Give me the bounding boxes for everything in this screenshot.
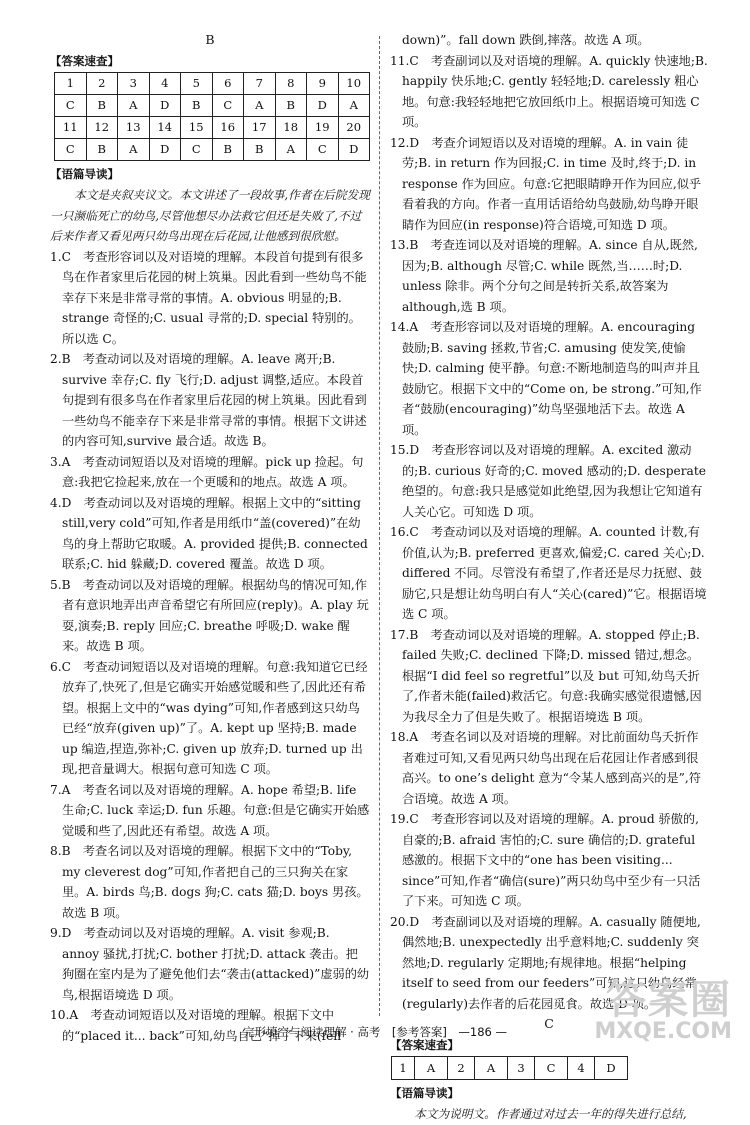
answer-cell: B (244, 139, 276, 161)
answer-cell: D (307, 95, 339, 117)
answer-explanation: 11.C 考查副词以及对语境的理解。A. quickly 快速地;B. happily 快乐地;C. gently 轻轻地;D. carelessly 粗心地。句意:我轻轻地把它放回纸巾上。根据语境可知选 C 项。 (390, 53, 708, 129)
passage-intro: 本文为说明文。作者通过对过去一年的得失进行总结, (414, 1107, 687, 1121)
answer-explanation: 4.D 考查动词以及对语境的理解。根据上文中的“sitting still,very cold”可知,作者是用纸巾“盖(covered)”在幼鸟的身上帮助它取暖。A. provided 提供;B. connected 联系;C. hid 躲藏;D. covered 覆盖。故选 D 项。 (50, 495, 368, 571)
answer-explanation: 1.C 考查形容词以及对语境的理解。本段首句提到有很多鸟在作者家里后花园的树上筑巢。因此看到一些幼鸟不能幸存下来是非常寻常的事情。A. obvious 明显的;B. strange 奇怪的;C. usual 寻常的;D. special 特别的。所以选 C。 (50, 249, 367, 346)
answer-cell: 3 (507, 1056, 535, 1080)
answer-cell: B (212, 139, 244, 161)
answer-cell: 6 (212, 73, 244, 95)
section-letter-b: B (205, 32, 215, 47)
answer-cell: D (338, 139, 370, 161)
answer-explanation-continued: down)”。fall down 跌倒,摔落。故选 A 项。 (402, 33, 650, 47)
answer-explanation: 8.B 考查名词以及对语境的理解。根据下文中的“Toby, my cleverest dog”可知,作者把自己的三只狗关在家里。A. birds 鸟;B. dogs 狗;C. cats 猫;D. boys 男孩。故选 B 项。 (50, 844, 369, 920)
answer-cell: 8 (275, 73, 307, 95)
answer-cell: 3 (118, 73, 150, 95)
answer-cell: 1 (391, 1056, 415, 1080)
answer-cell: 9 (307, 73, 339, 95)
right-column (390, 30, 708, 1125)
watermark-text: 答案圈 (606, 977, 732, 1023)
answer-cell: 17 (244, 117, 276, 139)
answer-cell: D (594, 1056, 628, 1080)
answer-cell: B (275, 95, 307, 117)
answer-cell: 4 (567, 1056, 595, 1080)
answer-table-row (55, 117, 370, 139)
answer-cell: 1 (55, 73, 87, 95)
answer-table-row (55, 139, 370, 161)
answer-explanation: 18.A 考查名词以及对语境的理解。对比前面幼鸟夭折作者难过可知,又看见两只幼鸟出现在后花园让作者感到很高兴。to one’s delight 意为“令某人感到高兴的是”,符合语境。故选 A 项。 (390, 730, 701, 806)
answer-explanation: 6.C 考查动词短语以及对语境的理解。句意:我知道它已经放弃了,快死了,但是它确实开始感觉暖和些了,因此还有希望。根据上文中的“was dying”可知,作者感到这只幼鸟已经“放弃(given up)”了。A. kept up 坚持;B. made up 编造,捏造,弥补;C. given up 放弃;D. turned up 出现,把音量调大。根据句意可知选 C 项。 (50, 659, 368, 776)
answer-cell: 16 (212, 117, 244, 139)
answer-cell: A (474, 1056, 508, 1080)
answer-row-c (392, 1056, 708, 1080)
answer-cell: 14 (149, 117, 181, 139)
answer-cell: C (212, 95, 244, 117)
answer-cell: 5 (181, 73, 213, 95)
answer-table-row (55, 73, 370, 95)
answer-quick-check-heading: 【答案速查】 (390, 1038, 459, 1052)
answer-cell: 7 (244, 73, 276, 95)
answer-cell: 12 (86, 117, 118, 139)
answer-cell: 11 (55, 117, 87, 139)
answer-explanation: 9.D 考查动词以及对语境的理解。A. visit 参观;B. annoy 骚扰,打扰;C. bother 打扰;D. attack 袭击。把狗圈在室内是为了避免他们去“袭击(attacked)”虚弱的幼鸟,根据语境选 D 项。 (50, 926, 370, 1002)
watermark-logo (594, 977, 732, 1044)
answer-cell: B (181, 95, 213, 117)
passage-intro: 本文是夹叙夹议文。本文讲述了一段故事,作者在后院发现一只濒临死亡的幼鸟,尽管他想尽办法救它但还是失败了,不过后来作者又看见两只幼鸟出现在后花园,让他感到很欣慰。 (50, 188, 370, 243)
left-column (50, 30, 370, 1046)
answer-explanation: 15.D 考查形容词以及对语境的理解。A. excited 激动的;B. curious 好奇的;C. moved 感动的;D. desperate 绝望的。句意:我只是感觉如此绝望,因为我想让它知道有人关心它。可知选 D 项。 (390, 443, 706, 519)
answer-explanation: 17.B 考查动词以及对语境的理解。A. stopped 停止;B. failed 失败;C. declined 下降;D. missed 错过,想念。根据“I did feel so regretful”以及 but 可知,幼鸟夭折了,作者未能(failed)救活它。句意:我确实感觉很遗憾,因为我尽全力了但是失败了。根据语境选 B 项。 (390, 627, 702, 724)
answer-cell: 20 (338, 117, 370, 139)
section-letter-c: C (544, 1016, 554, 1031)
answer-cell: 19 (307, 117, 339, 139)
answer-cell: C (55, 139, 87, 161)
passage-guide-heading: 【语篇导读】 (390, 1086, 459, 1100)
answer-explanation: 10.A 考查动词短语以及对语境的理解。根据下文中的“placed it... back”可知,幼鸟自己“掉了下来(fell (50, 1008, 342, 1043)
answer-cell: A (244, 95, 276, 117)
watermark-url: MXQE.COM (594, 1019, 732, 1044)
answer-cell: 18 (275, 117, 307, 139)
answer-table (54, 72, 370, 161)
answer-explanation: 2.B 考查动词以及对语境的理解。A. leave 离开;B. survive 幸存;C. fly 飞行;D. adjust 调整,适应。本段首句提到有很多鸟在作者家里后花园的树上筑巢。因此看到一些幼鸟不能幸存下来是非常寻常的事情。根据下文讲述的内容可知,survive 最合适。故选 B。 (50, 352, 367, 448)
answer-explanation: 14.A 考查形容词以及对语境的理解。A. encouraging 鼓励;B. saving 拯救,节省;C. amusing 使发笑,使愉快;D. calming 使平静。句意:不断地制造鸟的叫声并且鼓励它。根据下文中的“Come on, be strong.”可知,作者“鼓励(encouraging)”幼鸟坚强地活下去。故选 A 项。 (390, 320, 702, 437)
answer-cell: 13 (118, 117, 150, 139)
answer-cell: C (534, 1056, 568, 1080)
answer-cell: C (181, 139, 213, 161)
answer-cell: A (414, 1056, 448, 1080)
answer-explanation: 20.D 考查副词以及对语境的理解。A. casually 随便地,偶然地;B. unexpectedly 出乎意料地;C. suddenly 突然地;D. regularly 定期地;有规律地。根据“helping itself to seed from our feeders”可知,这只幼鸟经常(regularly)去作者的后花园觅食。故选 D 项。 (390, 914, 701, 1011)
answer-cell: B (86, 139, 118, 161)
answer-quick-check-heading: 【答案速查】 (50, 54, 119, 68)
answer-cell: B (86, 95, 118, 117)
answer-cell: A (338, 95, 370, 117)
answer-cell: C (55, 95, 87, 117)
answer-explanation: 16.C 考查动词以及对语境的理解。A. counted 计数,有价值,认为;B. preferred 更喜欢,偏爱;C. cared 关心;D. differed 不同。尽管没有希望了,作者还是尽力抚慰、鼓励它,只是想让幼鸟明白有人“关心(cared)”它。根据语境选 C 项。 (390, 525, 707, 621)
answer-cell: 2 (447, 1056, 475, 1080)
answer-table-row (55, 95, 370, 117)
answer-cell: 10 (338, 73, 370, 95)
column-divider (379, 36, 380, 1016)
answer-cell: 15 (181, 117, 213, 139)
answer-cell: C (307, 139, 339, 161)
answer-explanation: 13.B 考查连词以及对语境的理解。A. since 自从,既然,因为;B. although 尽管;C. while 既然,当……时;D. unless 除非。两个分句之间是转折关系,故答案为 although,选 B 项。 (390, 238, 698, 314)
answer-explanation: 19.C 考查形容词以及对语境的理解。A. proud 骄傲的,自豪的;B. afraid 害怕的;C. sure 确信的;D. grateful 感激的。根据下文中的“one has been visiting... since”可知,作者“确信(sure)”两只幼鸟中至少有一只活了下来。可知选 C 项。 (390, 812, 701, 908)
page-footer: 完形填空与阅读理解 · 高考 [参考答案] —186 — (242, 1025, 508, 1039)
answer-cell: A (275, 139, 307, 161)
answer-cell: D (149, 139, 181, 161)
answer-explanation: 5.B 考查动词以及对语境的理解。根据幼鸟的情况可知,作者有意识地弄出声音希望它有所回应(reply)。A. play 玩耍,演奏;B. reply 回应;C. breathe 呼吸;D. wake 醒来。故选 B 项。 (50, 577, 369, 653)
answer-cell: 2 (86, 73, 118, 95)
answer-explanation: 3.A 考查动词短语以及对语境的理解。pick up 捡起。句意:我把它捡起来,放在一个更暖和的地点。故选 A 项。 (50, 454, 364, 489)
answer-cell: A (118, 95, 150, 117)
answer-cell: 4 (149, 73, 181, 95)
answer-explanation: 7.A 考查名词以及对语境的理解。A. hope 希望;B. life 生命;C. luck 幸运;D. fun 乐趣。句意:但是它确实开始感觉暖和些了,因此还有希望。故选 A 项。 (50, 782, 370, 838)
answer-cell: D (149, 95, 181, 117)
answer-cell: A (118, 139, 150, 161)
passage-guide-heading: 【语篇导读】 (50, 167, 119, 181)
answer-explanation: 12.D 考查介词短语以及对语境的理解。A. in vain 徒劳;B. in return 作为回报;C. in time 及时,终于;D. in response 作为回应。句意:它把眼睛睁开作为回应,似乎看着我的方向。作者一直用话语给幼鸟鼓励,幼鸟睁开眼睛作为回应(in response)符合语境,可知选 D 项。 (390, 135, 702, 232)
